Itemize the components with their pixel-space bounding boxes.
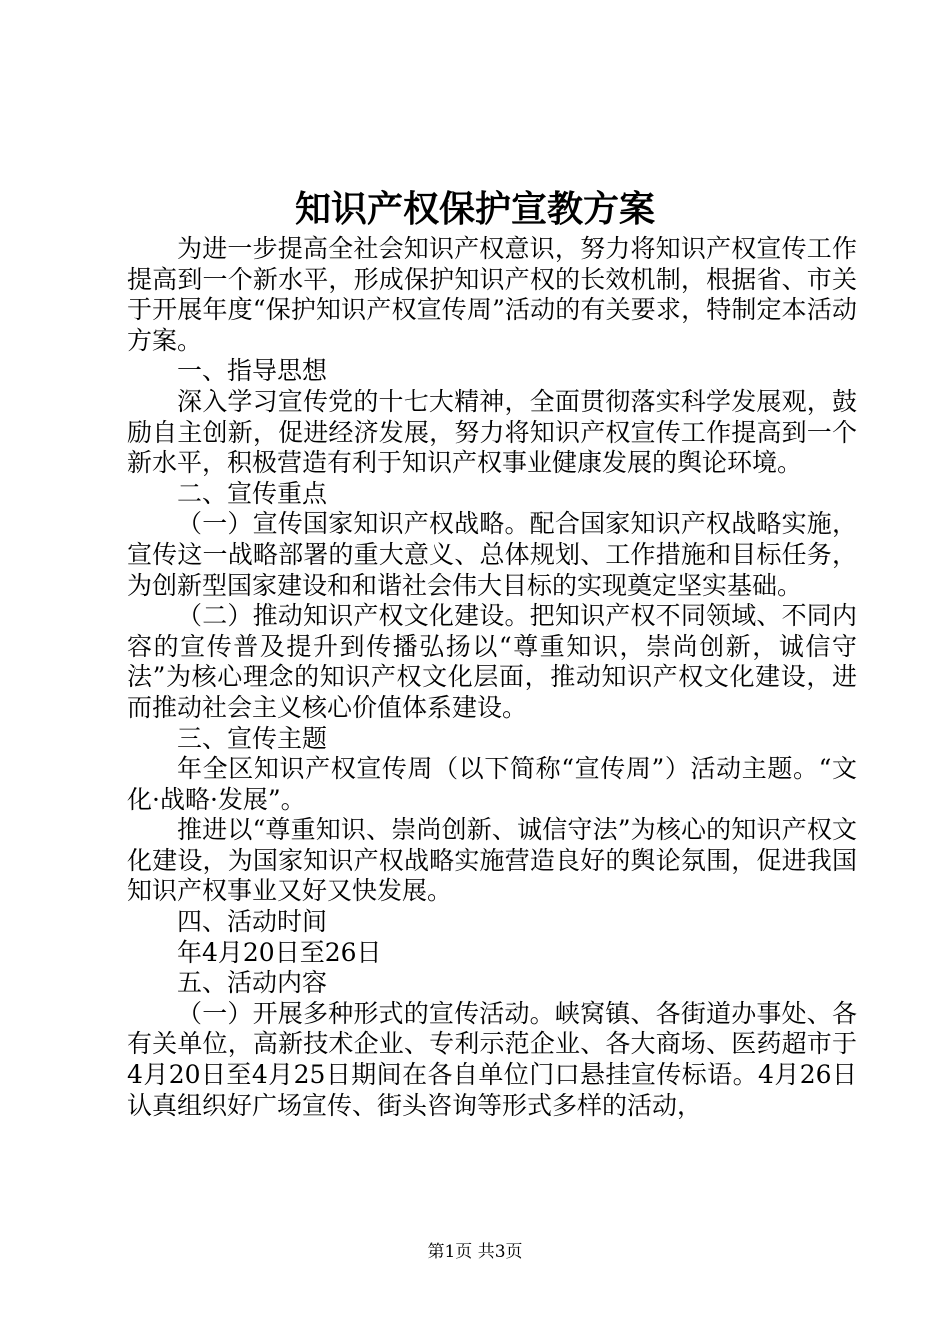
section-heading-publicity-focus: 二、宣传重点 — [177, 478, 328, 508]
paragraph-time: 年4月20日至26日 — [177, 937, 382, 967]
document-title: 知识产权保护宣教方案 — [294, 188, 655, 230]
paragraph-content-1: （一）开展多种形式的宣传活动。峡窝镇、各街道办事处、各有关单位，高新技术企业、专利示范企业、各大商场、医药超市于4月20日至4月25日期间在各自单位门口悬挂宣传标语。4月26日认真组织好广场宣传、街头咨询等形式多样的活动， — [127, 998, 857, 1120]
section-heading-time: 四、活动时间 — [177, 907, 328, 937]
paragraph-theme-2: 推进以“尊重知识、崇尚创新、诚信守法”为核心的知识产权文化建设，为国家知识产权战略实施营造良好的舆论氛围，促进我国知识产权事业又好又快发展。 — [127, 815, 857, 906]
paragraph-theme-1: 年全区知识产权宣传周（以下简称“宣传周”）活动主题。“文化·战略·发展”。 — [127, 754, 857, 814]
section-heading-content: 五、活动内容 — [177, 968, 328, 998]
paragraph-focus-2: （二）推动知识产权文化建设。把知识产权不同领域、不同内容的宣传普及提升到传播弘扬以“尊重知识，崇尚创新，诚信守法”为核心理念的知识产权文化层面，推动知识产权文化建设，进而推动社会主义核心价值体系建设。 — [127, 601, 857, 722]
section-heading-guiding-ideology: 一、指导思想 — [177, 356, 328, 386]
page-footer: 第1页 共3页 — [427, 1242, 523, 1262]
intro-paragraph: 为进一步提高全社会知识产权意识，努力将知识产权宣传工作提高到一个新水平，形成保护知识产权的长效机制，根据省、市关于开展年度“保护知识产权宣传周”活动的有关要求，特制定本活动方案。 — [127, 234, 857, 355]
paragraph-focus-1: （一）宣传国家知识产权战略。配合国家知识产权战略实施，宣传这一战略部署的重大意义、总体规划、工作措施和目标任务，为创新型国家建设和和谐社会伟大目标的实现奠定坚实基础。 — [127, 509, 857, 600]
paragraph-guiding-ideology: 深入学习宣传党的十七大精神，全面贯彻落实科学发展观，鼓励自主创新，促进经济发展，努力将知识产权宣传工作提高到一个新水平，积极营造有利于知识产权事业健康发展的舆论环境。 — [127, 386, 857, 478]
document-body — [127, 234, 857, 1121]
section-heading-theme: 三、宣传主题 — [177, 723, 328, 753]
